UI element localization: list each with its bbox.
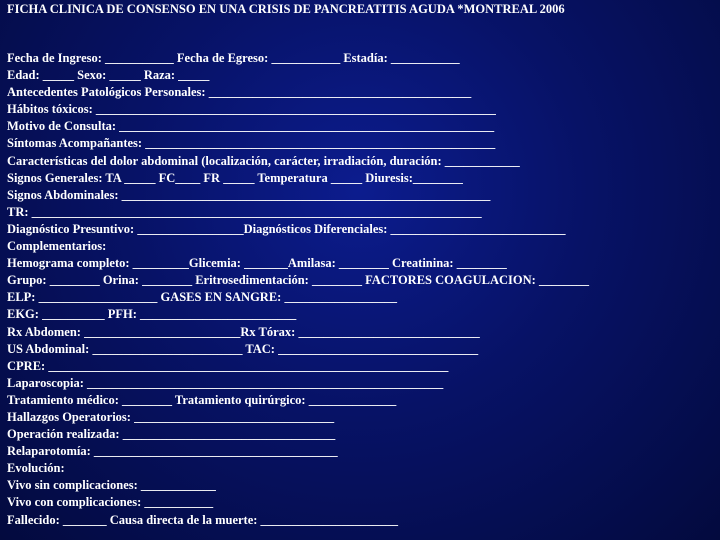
field-admission-discharge-dates: Fecha de Ingreso: ___________ Fecha de Egreso: ___________ Estadía: ___________	[7, 51, 460, 65]
field-elp-blood-gases: ELP: ___________________ GASES EN SANGRE: __________________	[7, 290, 397, 305]
field-relaparotomy: Relaparotomía: _______________________________________	[7, 444, 338, 459]
field-operative-findings: Hallazgos Operatorios: ________________________________	[7, 409, 335, 424]
field-operation-performed: Operación realizada: __________________________________	[7, 427, 336, 442]
field-blood-tests: Hemograma completo: _________Glicemia: _______Amilasa: ________ Creatinina: ________	[7, 256, 507, 271]
field-abdominal-signs: Signos Abdominales: ___________________________________________________________	[7, 187, 491, 202]
section-complementary: Complementarios:	[7, 239, 107, 254]
field-xray: Rx Abdomen: _________________________Rx Tórax: _____________________________	[7, 324, 480, 339]
field-general-signs: Signos Generales: TA _____ FC____ FR _____ Temperatura _____ Diuresis:________	[7, 170, 463, 185]
field-age-sex-race: Edad: _____ Sexo: _____ Raza: _____	[7, 68, 210, 83]
field-diagnosis: Diagnóstico Presuntivo: _________________Diagnósticos Diferenciales: ____________________________	[7, 221, 566, 236]
field-personal-history: Antecedentes Patológicos Personales: __________________________________________	[7, 85, 472, 100]
field-ekg-pfh: EKG: __________ PFH: _________________________	[7, 307, 297, 322]
field-tr: TR: ________________________________________________________________________	[7, 204, 482, 219]
field-deceased-cause: Fallecido: _______ Causa directa de la muerte: ______________________	[7, 512, 399, 527]
field-treatment: Tratamiento médico: ________ Tratamiento quirúrgico: ______________	[7, 392, 397, 407]
field-accompanying-symptoms: Síntomas Acompañantes: ________________________________________________________	[7, 136, 496, 151]
field-laparoscopy: Laparoscopia: _________________________________________________________	[7, 375, 444, 390]
field-us-tac: US Abdominal: ________________________ TAC: ________________________________	[7, 341, 479, 356]
field-alive-with-complications: Vivo con complicaciones: ___________	[7, 495, 214, 510]
field-cpre: CPRE: ________________________________________________________________	[7, 358, 449, 373]
form-title: FICHA CLINICA DE CONSENSO EN UNA CRISIS DE PANCREATITIS AGUDA *MONTREAL 2006	[7, 2, 565, 16]
field-reason-for-consultation: Motivo de Consulta: ____________________________________________________________	[7, 119, 495, 134]
field-group-urine-coagulation: Grupo: ________ Orina: ________ Eritrosedimentación: ________ FACTORES COAGULACION: ________	[7, 273, 589, 288]
section-evolution: Evolución:	[7, 461, 65, 476]
field-alive-without-complications: Vivo sin complicaciones: ____________	[7, 478, 216, 493]
clinical-form	[7, 50, 713, 529]
field-toxic-habits: Hábitos tóxicos: ________________________________________________________________	[7, 102, 496, 117]
field-pain-characteristics: Características del dolor abdominal (localización, carácter, irradiación, duración: ____________	[7, 153, 520, 168]
